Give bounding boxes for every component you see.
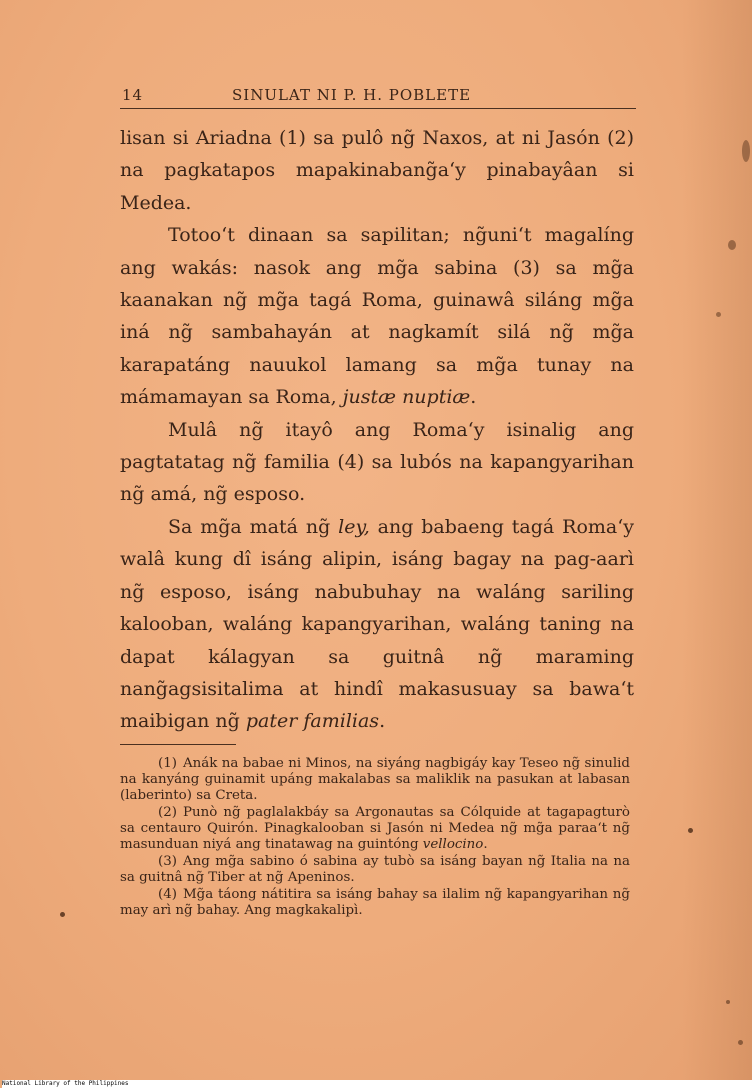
page-number: 14 [122,86,144,104]
footnote-number: (4) [158,887,177,902]
footnote-3 [120,854,630,886]
foxing-spot [728,240,736,250]
paragraph-2 [120,219,634,413]
footnote-2 [120,805,630,853]
paragraph-4 [120,511,634,738]
foxing-spot [688,828,693,833]
foxing-spot [726,1000,730,1004]
page-edge-shadow [682,0,752,1080]
footnote-number: (2) [158,805,177,820]
paragraph-2-end: . [470,386,477,409]
latin-term-justae-nuptiae: justæ nuptiæ [342,386,471,409]
footnote-4 [120,887,630,919]
footnote-1 [120,756,630,804]
page-header [120,84,636,109]
foxing-spot [716,312,721,317]
paragraph-2-text: Totoo‘t dinaan sa sapilitan; ng̃uni‘t magalíng ang wakás: nasok ang mg̃a sabina (3) sa mg̃a kaanakan ng̃ mg̃a tagá Roma, guinawâ siláng mg̃a iná ng̃ sambahayán at nagkamít silá ng̃ mg̃a karapatáng nauukol lamang sa mg̃a tunay na mámamayan sa Roma, [120,224,634,409]
paragraph-4-text: Sa mg̃a matá ng̃ [168,515,339,538]
footnote-rule [120,744,236,745]
footnote-text: Punò ng̃ paglalakbáy sa Argonautas sa Cólquide at tagapagturò sa centauro Quirón. Pinagkalooban si Jasón ni Medea ng̃ mg̃a paraa‘t ng̃ masunduan niyá ang tinatawag na guintóng [120,805,630,852]
foxing-spot [60,912,65,917]
paragraph-4-end: . [379,710,386,733]
foxing-spot [738,1040,743,1045]
foxing-spot [742,140,750,162]
latin-term-pater-familias: pater familias [245,710,380,733]
footnote-number: (1) [158,756,177,771]
footnote-text: Mg̃a táong nátitira sa isáng bahay sa ilalim ng̃ kapangyarihan ng̃ may arì ng̃ bahay. Ang magkakalipì. [120,887,630,918]
running-head: SINULAT NI P. H. POBLETE [232,86,472,104]
footnote-text-end: . [483,837,488,852]
paragraph-continuation: lisan si Ariadna (1) sa pulô ng̃ Naxos, at ni Jasón (2) na pagkatapos mapakinabang̃a‘y pinabayâan si Medea. [120,127,634,214]
paragraph-4-middle: ang babaeng tagá Roma‘y walâ kung dî isáng alipin, isáng bagay na pag-aarì ng̃ esposo, isáng nabubuhay na waláng sariling kalooban, waláng kapangyarihan, waláng taning na dapat kálagyan sa guitnâ ng̃ maraming nang̃agsisitalima at hindî makasusuay sa bawa‘t maibigan ng̃ [120,515,634,733]
library-credit: National Library of the Philippines [2,1080,752,1088]
footnote-text: Anák na babae ni Minos, na siyáng nagbigáy kay Teseo ng̃ sinulid na kanyáng guinamit upáng makalabas sa maliklik na pasukan at labasan (laberinto) sa Creta. [120,756,630,803]
footnote-text: Ang mg̃a sabino ó sabina ay tubò sa isáng bayan ng̃ Italia na na sa guitnâ ng̃ Tiber at ng̃ Apeninos. [120,854,630,885]
footnote-italic-term: vellocino [422,837,484,852]
paragraph-3: Mulâ ng̃ itayô ang Roma‘y isinalig ang pagtatatag ng̃ familia (4) sa lubós na kapangyarihan ng̃ amá, ng̃ esposo. [120,418,634,506]
term-ley: ley, [338,515,370,538]
footnote-number: (3) [158,854,177,869]
footnotes [120,756,630,920]
main-text [120,122,634,738]
